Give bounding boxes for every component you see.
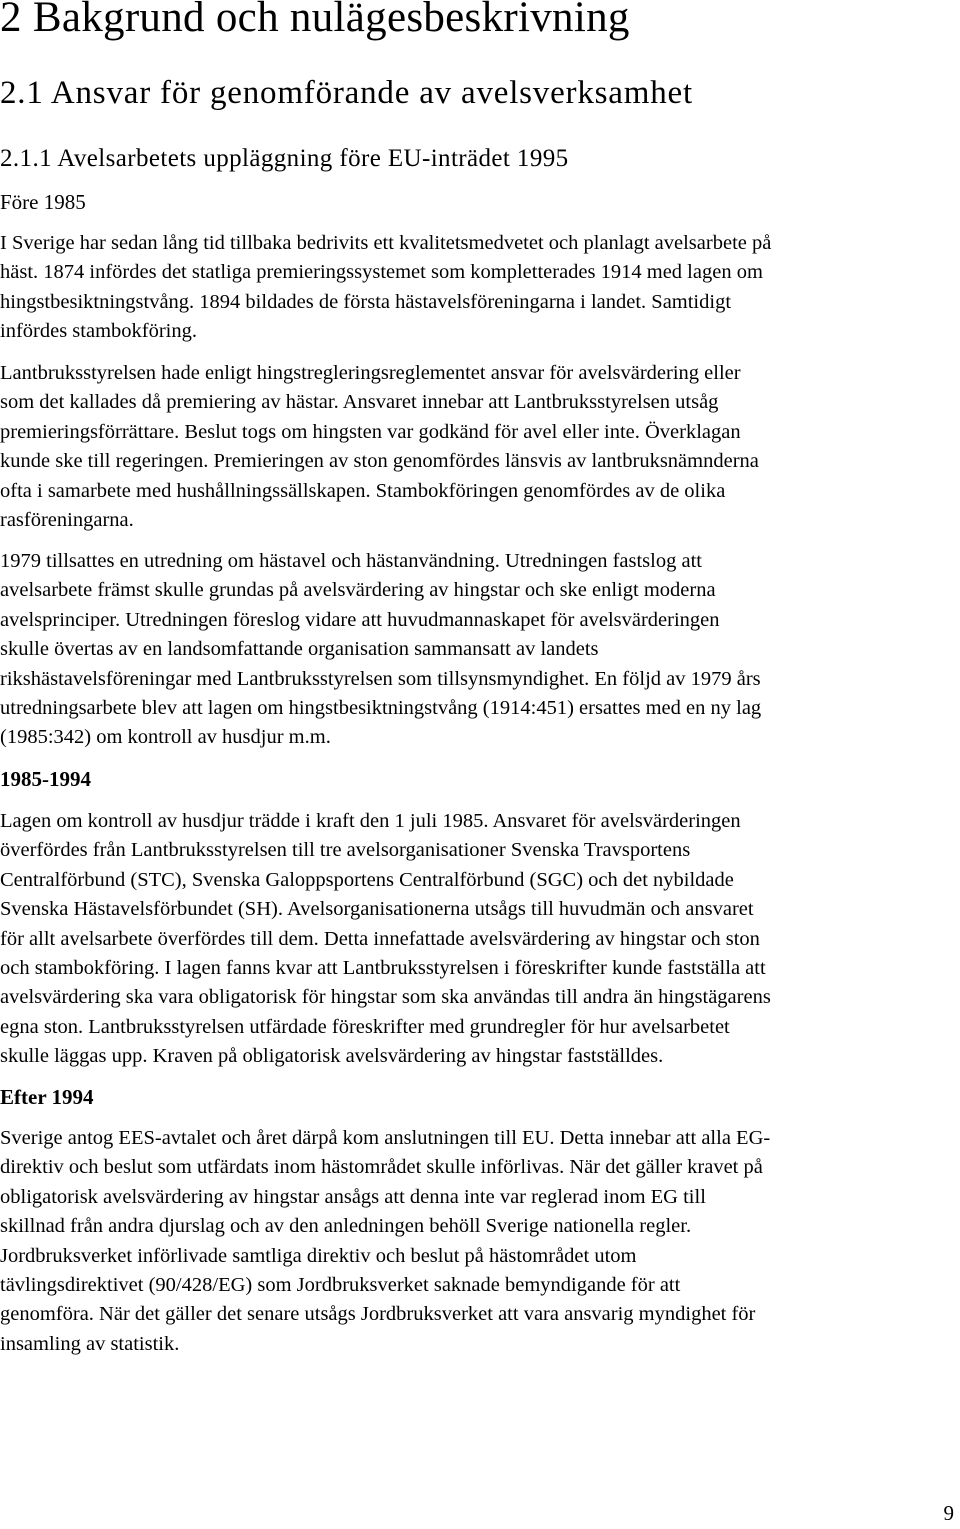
- text-line: och stambokföring. I lagen fanns kvar att Lantbruksstyrelsen i föreskrifter kunde fastställa att: [0, 957, 766, 980]
- text-line: skulle övertas av en landsomfattande organisation sammansatt av landets: [0, 638, 599, 661]
- text-line: hingstbesiktningstvång. 1894 bildades de första hästavelsföreningarna i landet. Samtidigt: [0, 290, 732, 313]
- text-line: överfördes från Lantbruksstyrelsen till tre avelsorganisationer Svenska Travsportens: [0, 839, 691, 862]
- chapter-heading: 2 Bakgrund och nulägesbeskrivning: [0, 0, 630, 41]
- text-line: insamling av statistik.: [0, 1332, 180, 1355]
- period-heading-1985-1994: 1985-1994: [0, 767, 91, 791]
- text-line: Centralförbund (STC), Svenska Galoppsportens Centralförbund (SGC) och det nybildade: [0, 868, 734, 891]
- text-line: (1985:342) om kontroll av husdjur m.m.: [0, 726, 331, 749]
- text-line: direktiv och beslut som utfärdats inom hästområdet skulle införlivas. När det gäller kravet på: [0, 1156, 763, 1179]
- period-heading-efter-1994: Efter 1994: [0, 1085, 94, 1109]
- section-heading: 2.1 Ansvar för genomförande av avelsverksamhet: [0, 75, 693, 111]
- text-line: premieringsförrättare. Beslut togs om hingsten var godkänd för avel eller inte. Överklagan: [0, 420, 741, 443]
- text-line: avelsvärdering ska vara obligatorisk för hingstar som ska användas till andra än hingstägarens: [0, 986, 771, 1009]
- text-line: häst. 1874 infördes det statliga premieringssystemet som kompletterades 1914 med lagen om: [0, 261, 763, 284]
- text-line: Lagen om kontroll av husdjur trädde i kraft den 1 juli 1985. Ansvaret för avelsvärderingen: [0, 810, 741, 832]
- text-line: tävlingsdirektivet (90/428/EG) som Jordbruksverket saknade bemyndigande för att: [0, 1274, 681, 1297]
- page-number: 9: [943, 1501, 954, 1525]
- text-line: skulle läggas upp. Kraven på obligatorisk avelsvärdering av hingstar fastställdes.: [0, 1045, 664, 1068]
- text-line: infördes stambokföring.: [0, 320, 197, 343]
- text-line: skillnad från andra djurslag och av den anledningen behöll Sverige nationella regler.: [0, 1215, 692, 1238]
- text-line: 1979 tillsattes en utredning om hästavel och hästanvändning. Utredningen fastslog att: [0, 550, 702, 572]
- paragraph-1985-1994: [0, 807, 958, 1072]
- text-line: obligatorisk avelsvärdering av hingstar ansågs att denna inte var reglerad inom EG till: [0, 1185, 706, 1208]
- text-line: Lantbruksstyrelsen hade enligt hingstregleringsreglementet ansvar för avelsvärdering eller: [0, 362, 741, 384]
- text-line: Jordbruksverket införlivade samtliga direktiv och beslut på hästområdet utom: [0, 1244, 637, 1267]
- text-line: ofta i samarbete med hushållningssällskapen. Stambokföringen genomfördes av de olika: [0, 479, 726, 502]
- text-line: genomföra. När det gäller det senare utsågs Jordbruksverket att vara ansvarig myndighet för: [0, 1303, 756, 1326]
- paragraph-fore-1985-3: [0, 547, 958, 753]
- paragraph-fore-1985-2: [0, 359, 958, 535]
- text-line: avelsprinciper. Utredningen föreslog vidare att huvudmannaskapet för avelsvärderingen: [0, 608, 720, 631]
- paragraph-fore-1985-1: [0, 229, 958, 347]
- subsection-heading: 2.1.1 Avelsarbetets uppläggning före EU-inträdet 1995: [0, 145, 569, 172]
- text-line: som det kallades då premiering av hästar. Ansvaret innebar att Lantbruksstyrelsen utsåg: [0, 391, 719, 414]
- text-line: kunde ske till regeringen. Premieringen av ston genomfördes länsvis av lantbruksnämnderna: [0, 450, 759, 473]
- period-heading-fore-1985: Före 1985: [0, 190, 86, 214]
- text-line: för allt avelsarbete överfördes till dem. Detta innefattade avelsvärdering av hingstar och ston: [0, 927, 760, 950]
- text-line: egna ston. Lantbruksstyrelsen utfärdade föreskrifter med grundregler för hur avelsarbetet: [0, 1015, 730, 1038]
- text-line: utredningsarbete blev att lagen om hingstbesiktningstvång (1914:451) ersattes med en ny lag: [0, 697, 762, 720]
- text-line: Sverige antog EES-avtalet och året därpå kom anslutningen till EU. Detta innebar att alla EG-: [0, 1127, 771, 1149]
- text-line: I Sverige har sedan lång tid tillbaka bedrivits ett kvalitetsmedvetet och planlagt avelsarbete på: [0, 232, 772, 254]
- text-line: avelsarbete främst skulle grundas på avelsvärdering av hingstar och ske enligt moderna: [0, 579, 716, 602]
- text-line: rikshästavelsföreningar med Lantbruksstyrelsen som tillsynsmyndighet. En följd av 1979 års: [0, 667, 761, 690]
- text-line: rasföreningarna.: [0, 509, 134, 532]
- text-line: Svenska Hästavelsförbundet (SH). Avelsorganisationerna utsågs till huvudmän och ansvaret: [0, 898, 754, 921]
- paragraph-efter-1994: [0, 1124, 958, 1359]
